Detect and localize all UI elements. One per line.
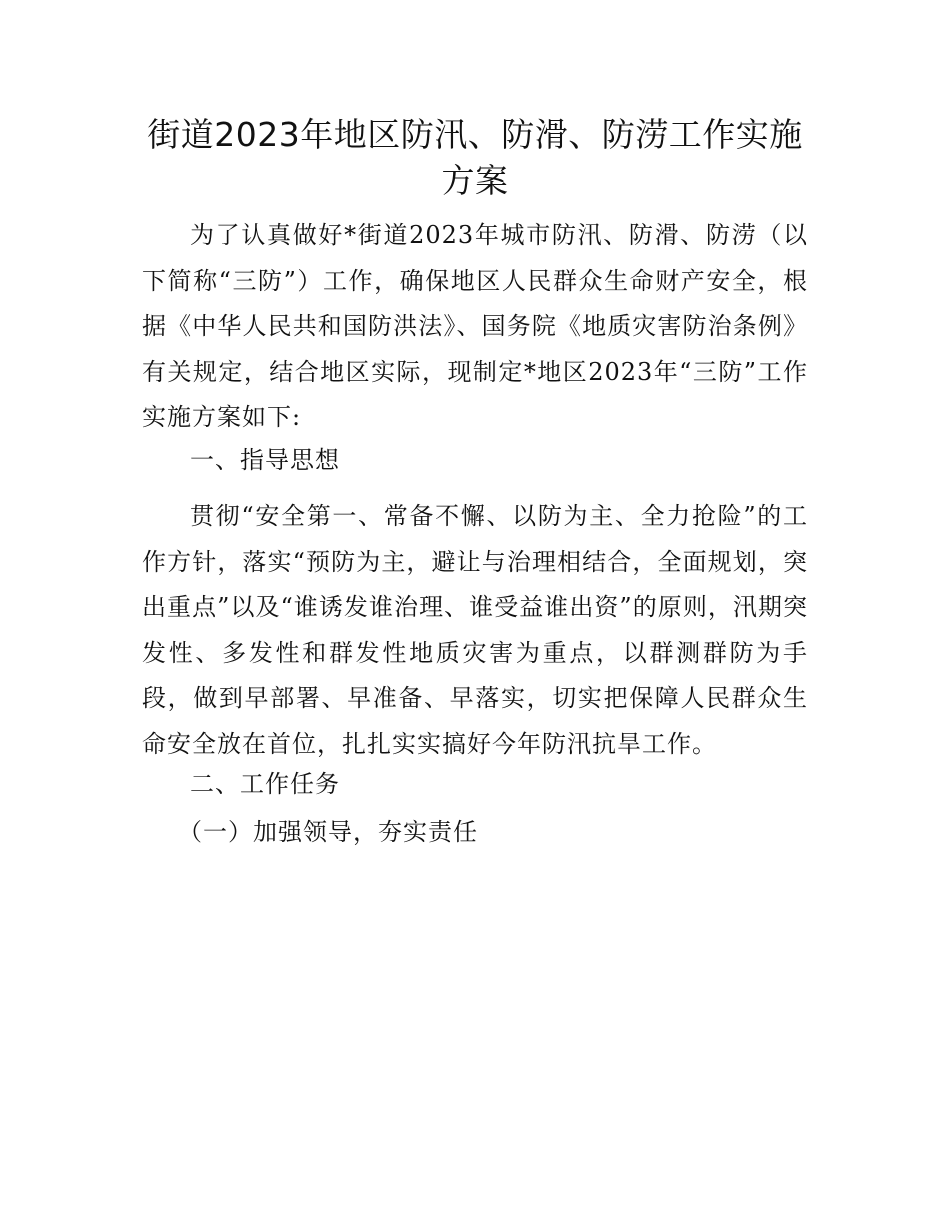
section-heading-guiding-ideology: 一、指导思想 [190, 446, 340, 474]
document-title: 街道2023年地区防汛、防滑、防涝工作实施方案 [147, 115, 803, 200]
section-heading-work-tasks: 二、工作任务 [190, 770, 340, 798]
guiding-ideology-paragraph: 贯彻“安全第一、常备不懈、以防为主、全力抢险”的工作方针，落实“预防为主，避让与治理相结合，全面规划，突出重点”以及“谁诱发谁治理、谁受益谁出资”的原则，汛期突发性、多发性和群发性地质灾害为重点，以群测群防为手段，做到早部署、早准备、早落实，切实把保障人民群众生命安全放在首位，扎扎实实搞好今年防汛抗旱工作。 [142, 502, 808, 758]
subsection-heading-leadership: （一）加强领导，夯实责任 [178, 818, 478, 846]
intro-paragraph: 为了认真做好*街道2023年城市防汛、防滑、防涝（以下简称“三防”）工作，确保地区人民群众生命财产安全，根据《中华人民共和国防洪法》、国务院《地质灾害防治条例》有关规定，结合地区实际，现制定*地区2023年“三防”工作实施方案如下: [142, 221, 808, 431]
